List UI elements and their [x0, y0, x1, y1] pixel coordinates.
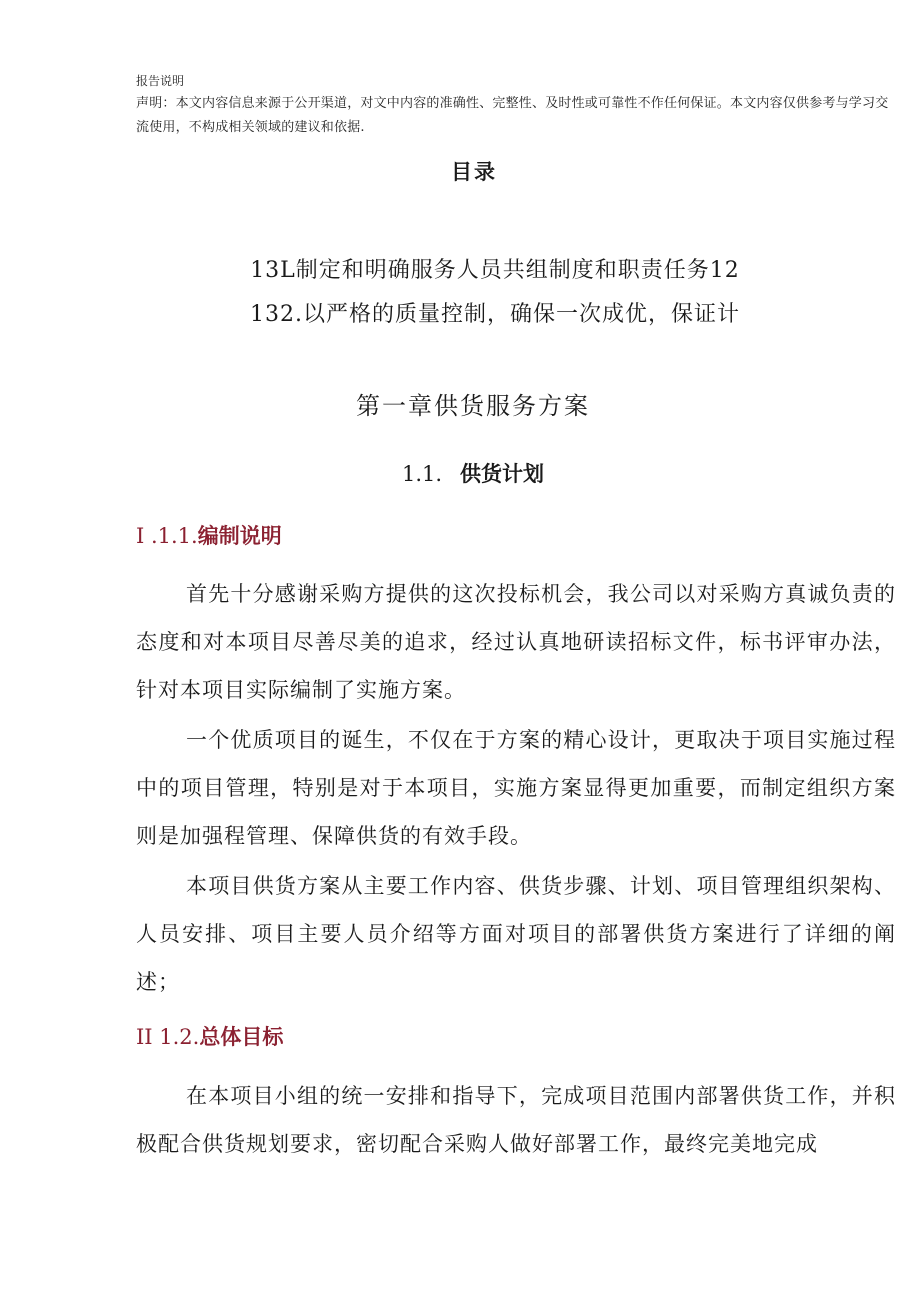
toc-item[interactable]: 132.以严格的质量控制，确保一次成优，保证计 — [250, 302, 740, 327]
paragraph: 本项目供货方案从主要工作内容、供货步骤、计划、项目管理组织架构、人员安排、项目主要人员介绍等方面对项目的部署供货方案进行了详细的阐述； — [136, 874, 896, 994]
subsection-heading-goals — [136, 1021, 283, 1053]
subsection-prefix: II 1.2. — [136, 1025, 200, 1049]
subsection-title: 编制说明 — [197, 524, 282, 548]
subsection-prefix: I .1.1. — [136, 524, 198, 548]
notice-title: 报告说明 — [136, 74, 185, 88]
toc-title: 目录 — [451, 160, 497, 184]
notice-body: 声明：本文内容信息来源于公开渠道，对文中内容的准确性、完整性、及时性或可靠性不作任何保证。本文内容仅供参考与学习交流使用，不构成相关领域的建议和依据. — [136, 96, 889, 135]
section-title — [0, 458, 920, 490]
paragraph: 一个优质项目的诞生，不仅在于方案的精心设计，更取决于项目实施过程中的项目管理，特别是对于本项目，实施方案显得更加重要，而制定组织方案则是加强程管理、保障供货的有效手段。 — [136, 728, 896, 848]
section-number: 1.1. — [401, 462, 443, 486]
paragraph: 在本项目小组的统一安排和指导下，完成项目范围内部署供货工作，并积极配合供货规划要求，密切配合采购人做好部署工作，最终完美地完成 — [136, 1084, 896, 1156]
section-title-text: 供货计划 — [460, 462, 545, 486]
subsection-title: 总体目标 — [199, 1025, 284, 1049]
toc-item[interactable]: 13L制定和明确服务人员共组制度和职责任务12 — [250, 258, 740, 283]
subsection-heading-compilation — [136, 520, 282, 552]
chapter-title: 第一章供货服务方案 — [356, 392, 590, 420]
paragraph: 首先十分感谢采购方提供的这次投标机会，我公司以对采购方真诚负责的态度和对本项目尽善尽美的追求，经过认真地研读招标文件，标书评审办法，针对本项目实际编制了实施方案。 — [136, 582, 896, 702]
